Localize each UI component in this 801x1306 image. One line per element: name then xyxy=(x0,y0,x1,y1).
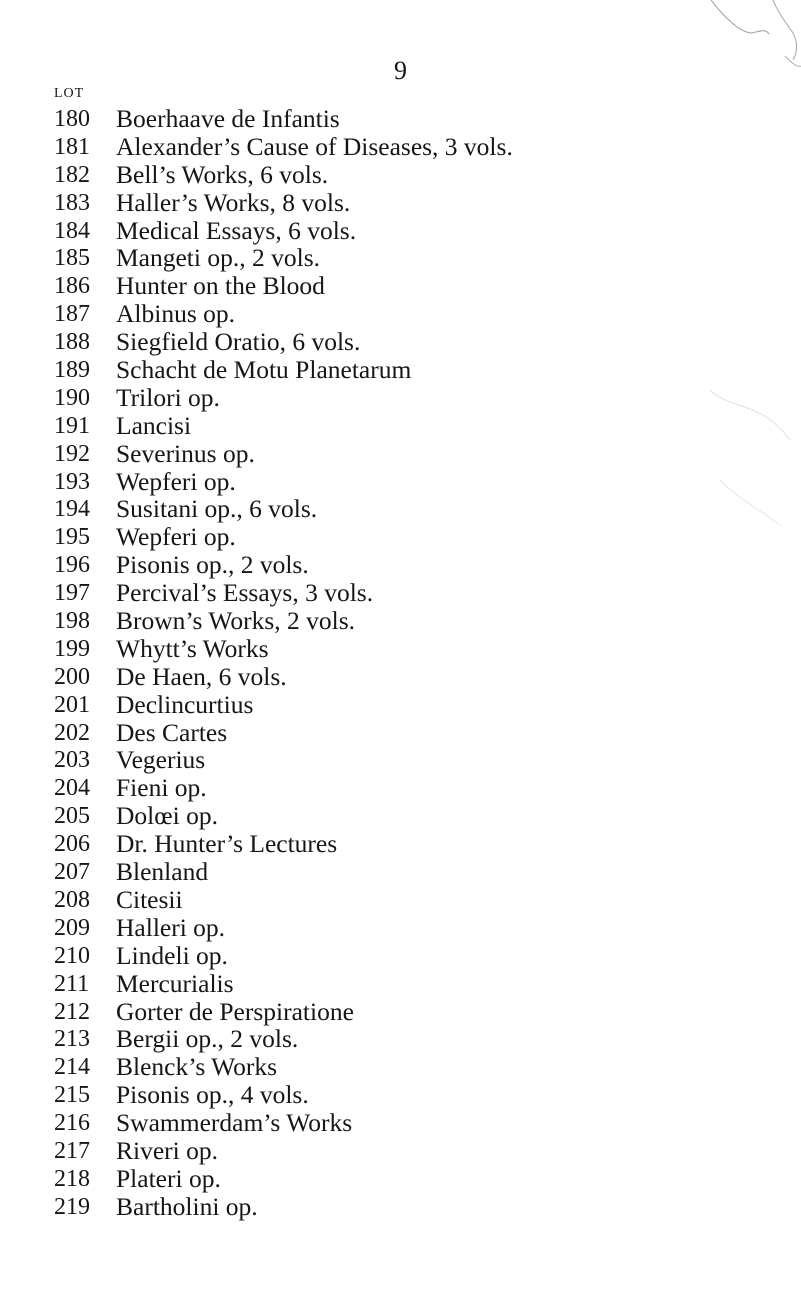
lot-row xyxy=(0,830,801,858)
lot-title: Mercurialis xyxy=(116,968,234,998)
lot-row xyxy=(0,1081,801,1109)
lot-row xyxy=(0,802,801,830)
lot-row xyxy=(0,272,801,300)
lot-row xyxy=(0,551,801,579)
lot-number: 209 xyxy=(54,914,90,941)
lot-number: 196 xyxy=(54,552,90,579)
lot-title: Trilori op. xyxy=(116,382,220,412)
lot-row xyxy=(0,1137,801,1165)
lot-title: Wepferi op. xyxy=(116,522,236,552)
pencil-mark-corner xyxy=(681,0,801,110)
lot-title: Blenland xyxy=(116,857,209,887)
lot-title: Siegfield Oratio, 6 vols. xyxy=(116,327,361,357)
lot-title: Gorter de Perspiratione xyxy=(116,996,354,1026)
lot-number: 204 xyxy=(54,775,90,802)
lot-row xyxy=(0,356,801,384)
lot-number: 184 xyxy=(54,217,90,244)
lot-row xyxy=(0,1193,801,1221)
lot-number: 183 xyxy=(54,189,90,216)
lot-number: 203 xyxy=(54,747,90,774)
lot-row xyxy=(0,105,801,133)
lot-row xyxy=(0,914,801,942)
lot-row xyxy=(0,328,801,356)
lot-title: Albinus op. xyxy=(116,299,236,329)
lot-number: 200 xyxy=(54,663,90,690)
lot-number: 202 xyxy=(54,719,90,746)
lot-number: 218 xyxy=(54,1165,90,1192)
lot-number: 194 xyxy=(54,496,90,523)
lot-row xyxy=(0,244,801,272)
lot-title: De Haen, 6 vols. xyxy=(116,661,287,691)
lot-title: Medical Essays, 6 vols. xyxy=(116,215,357,245)
lot-number: 180 xyxy=(54,106,90,132)
lot-row xyxy=(0,635,801,663)
lot-title: Lancisi xyxy=(116,410,192,440)
lot-row xyxy=(0,970,801,998)
lot-number: 212 xyxy=(54,998,90,1025)
lot-number: 201 xyxy=(54,691,90,718)
lot-row xyxy=(0,579,801,607)
lot-number: 211 xyxy=(54,970,90,997)
lot-title: Dolœi op. xyxy=(116,801,218,831)
lot-title: Mangeti op., 2 vols. xyxy=(116,243,320,273)
lot-title: Percival’s Essays, 3 vols. xyxy=(116,578,374,608)
lot-number: 192 xyxy=(54,440,90,467)
lot-number: 207 xyxy=(54,859,90,886)
lot-number: 217 xyxy=(54,1137,90,1164)
lot-row xyxy=(0,691,801,719)
lot-row xyxy=(0,998,801,1026)
lot-title: Declincurtius xyxy=(116,689,254,719)
lot-title: Vegerius xyxy=(116,745,206,775)
lot-number: 208 xyxy=(54,886,90,913)
lot-row xyxy=(0,1053,801,1081)
lot-title: Plateri op. xyxy=(116,1163,221,1193)
lot-number: 190 xyxy=(54,384,90,411)
lot-title: Boerhaave de Infantis xyxy=(116,104,340,133)
lot-title: Des Cartes xyxy=(116,717,228,747)
lot-number: 193 xyxy=(54,468,90,495)
lot-title: Whytt’s Works xyxy=(116,633,269,663)
lot-title: Hunter on the Blood xyxy=(116,271,325,301)
lot-number: 181 xyxy=(54,133,90,160)
lot-column-header: LOT xyxy=(54,86,85,101)
lot-row xyxy=(0,719,801,747)
lot-row xyxy=(0,523,801,551)
lot-title: Alexander’s Cause of Diseases, 3 vols. xyxy=(116,131,513,161)
lot-row xyxy=(0,607,801,635)
lot-title: Haller’s Works, 8 vols. xyxy=(116,187,351,217)
lot-title: Pisonis op., 2 vols. xyxy=(116,550,309,580)
lot-row xyxy=(0,774,801,802)
lot-row xyxy=(0,161,801,189)
lot-row xyxy=(0,300,801,328)
lot-title: Swammerdam’s Works xyxy=(116,1108,353,1138)
lot-number: 182 xyxy=(54,161,90,188)
lot-row xyxy=(0,189,801,217)
lot-row xyxy=(0,440,801,468)
lot-title: Bartholini op. xyxy=(116,1191,258,1221)
lot-row xyxy=(0,384,801,412)
lot-row xyxy=(0,1025,801,1053)
lot-title: Bell’s Works, 6 vols. xyxy=(116,159,329,189)
lot-title: Citesii xyxy=(116,884,183,914)
lot-number: 199 xyxy=(54,635,90,662)
lot-number: 198 xyxy=(54,608,90,635)
lot-number: 189 xyxy=(54,357,90,384)
lot-number: 185 xyxy=(54,245,90,272)
lot-title: Brown’s Works, 2 vols. xyxy=(116,606,356,636)
lot-number: 187 xyxy=(54,301,90,328)
page-number: 9 xyxy=(394,56,407,85)
lot-number: 206 xyxy=(54,831,90,858)
lot-row xyxy=(0,468,801,496)
lot-row xyxy=(0,886,801,914)
lot-number: 219 xyxy=(54,1193,90,1220)
lot-number: 186 xyxy=(54,273,90,300)
lot-row xyxy=(0,1165,801,1193)
lot-title: Schacht de Motu Planetarum xyxy=(116,355,412,385)
lot-title: Severinus op. xyxy=(116,438,255,468)
lot-title: Blenck’s Works xyxy=(116,1052,278,1082)
lot-number: 197 xyxy=(54,580,90,607)
lot-title: Lindeli op. xyxy=(116,940,228,970)
lot-row xyxy=(0,1109,801,1137)
lot-number: 216 xyxy=(54,1110,90,1137)
lot-number: 215 xyxy=(54,1082,90,1109)
lot-row xyxy=(0,663,801,691)
lot-title: Dr. Hunter’s Lectures xyxy=(116,829,338,859)
lot-list xyxy=(0,105,801,1221)
lot-number: 205 xyxy=(54,803,90,830)
lot-title: Riveri op. xyxy=(116,1135,218,1165)
lot-title: Pisonis op., 4 vols. xyxy=(116,1080,309,1110)
lot-number: 214 xyxy=(54,1054,90,1081)
lot-number: 191 xyxy=(54,412,90,439)
lot-row xyxy=(0,942,801,970)
lot-number: 195 xyxy=(54,524,90,551)
lot-title: Halleri op. xyxy=(116,912,226,942)
lot-title: Wepferi op. xyxy=(116,466,236,496)
lot-row xyxy=(0,133,801,161)
lot-title: Bergii op., 2 vols. xyxy=(116,1024,299,1054)
lot-title: Susitani op., 6 vols. xyxy=(116,494,318,524)
lot-row xyxy=(0,858,801,886)
lot-row xyxy=(0,495,801,523)
lot-title: Fieni op. xyxy=(116,773,207,803)
lot-row xyxy=(0,746,801,774)
lot-number: 188 xyxy=(54,329,90,356)
lot-row xyxy=(0,217,801,245)
lot-number: 213 xyxy=(54,1026,90,1053)
lot-row xyxy=(0,412,801,440)
lot-number: 210 xyxy=(54,942,90,969)
